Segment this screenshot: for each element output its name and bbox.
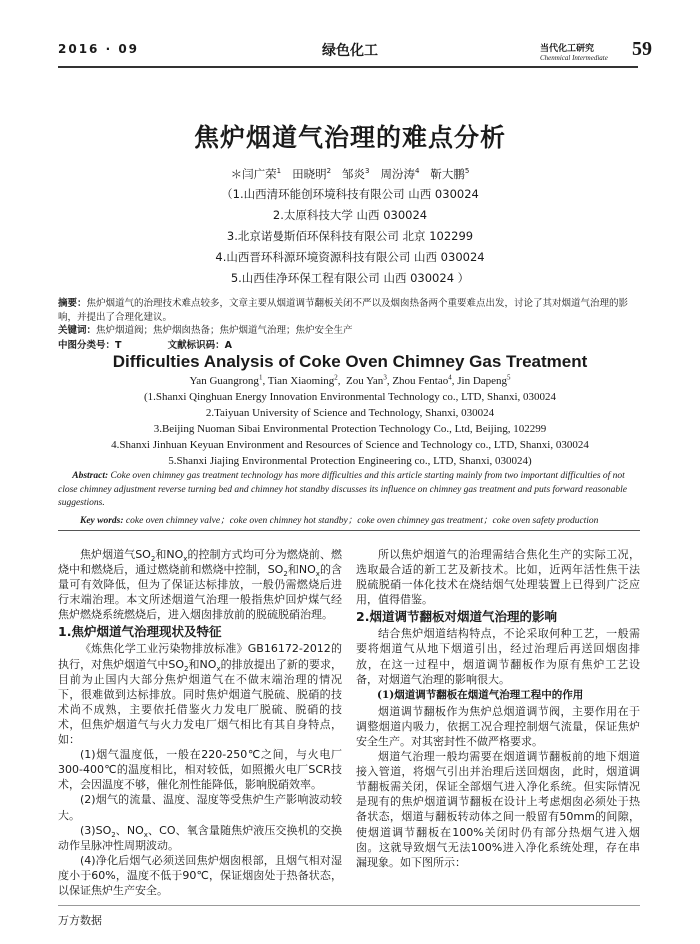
footer-divider xyxy=(58,905,640,906)
clc-value: T xyxy=(115,340,122,351)
section-divider xyxy=(58,530,640,531)
list-item: $(3)SO_2$、$NO_x$、CO、氧含量随焦炉液压交换机的交换动作呈脉冲性周期波动。 xyxy=(58,823,342,852)
section-heading-2: 2.烟道调节翻板对烟道气治理的影响 xyxy=(356,609,557,625)
affiliation-en: 4.Shanxi Jinhuan Keyuan Environment and Resources of Science and Technology co., LTD, Shanxi, 030024 xyxy=(111,439,589,451)
body-paragraph: 所以焦炉烟道气的治理需结合焦化生产的实际工况，选取最合适的新工艺及新技术。比如，近两年活性焦干法脱硫脱硝一体化技术在烧结烟气处理装置上已得到广泛应用，值得借鉴。 xyxy=(356,548,640,607)
page-number: 59 xyxy=(632,38,652,60)
author-sup: 4 xyxy=(414,167,420,176)
author-list-cn xyxy=(0,166,700,182)
article-title-cn: 焦炉烟道气治理的难点分析 xyxy=(193,123,506,152)
author-name: 周汾涛 xyxy=(380,167,415,181)
author-sup: 4 xyxy=(448,373,452,382)
affiliation-cn: 3.北京诺曼斯佰环保科技有限公司 北京 102299 xyxy=(226,229,474,243)
author-name-en: Jin Dapeng xyxy=(457,375,508,387)
affiliation-en: 3.Beijing Nuoman Sibai Environmental Protection Technology Co., Ltd, Beijing, 102299 xyxy=(153,423,547,435)
list-item: (4)净化后烟气必须送回焦炉烟囱根部，且烟气相对湿度小于60%，温度不低于90℃，保证烟囱处于热备状态，以保证焦炉生产安全。 xyxy=(58,853,342,897)
abstract-en: Abstract: Coke oven chimney gas treatment technology has more difficulties and this article starting mainly from two important difficulties of not close chimney adjustment reverse turning bed and chimney hot standby discusses its influence on chimney gas treatment and puts forward reasonable suggestions. xyxy=(58,471,628,508)
author-sup: 3 xyxy=(365,167,370,176)
author-list-en: Yan Guangrong$^1$, Tian Xiaoming$^2$, Zou Yan$^3$, Zhou Fentao$^4$, Jin Dapeng$^5$ xyxy=(189,373,511,387)
author-sup: 5 xyxy=(464,167,470,176)
affiliation-en: (1.Shanxi Qinghuan Energy Innovation Environmental Technology co., LTD, Shanxi, 030024 xyxy=(143,391,557,403)
body-paragraph: 《炼焦化学工业污染物排放标准》GB16172-2012的执行，对焦炉烟道气中$SO_2$和$NO_x$的排放提出了新的要求，目前为止国内大部分焦炉烟道气在不做末端治理的情况下，很难做到达标排放。同时焦炉烟道气脱硫、脱硝的技术尚不成熟，主要依托借鉴火力发电厂脱硫、脱硝的技术，但焦炉烟道气与火力发电厂烟气相比有其自身特点，如： xyxy=(58,642,343,747)
abstract-cn xyxy=(58,297,640,324)
body-left-column xyxy=(58,547,342,898)
intro-paragraph: 焦炉烟道气$SO_2$和$NO_x$的控制方式均可分为燃烧前、燃烧中和燃烧后，通过燃烧前和燃烧中控制，$SO_2$和$NO_x$的含量可有效降低，但为了保证达标排放，一般仍需燃烧后进行末端治理。本文所述烟道气治理一般指焦炉回炉煤气经焦炉燃烧系统燃烧后，进入烟囱排放前的脱硫脱硝治理。 xyxy=(58,548,343,622)
body-paragraph: 烟道气治理一般均需要在烟道调节翻板前的地下烟道接入管道，将烟气引出并治理后送回烟囱，此时，烟道调节翻板需关闭，保证全部烟气进入净化系统。但实际情况是现有的焦炉烟道调节翻板在设计上考虑烟囱必须处于热备状态，烟道与翻板转动体之间一般留有50mm的间隙，使烟道调节翻板在100%关闭时仍有部分热烟气进入烟囱。这就导致烟气无法100%进入净化系统处理，存在串漏现象。如下图所示： xyxy=(356,750,640,869)
body-paragraph: 结合焦炉烟道结构特点，不论采取何种工艺，一般需要将烟道气从地下烟道引出，经过治理后再送回烟囱排放，在这一过程中，烟道调节翻板作为原有焦炉工艺设备，对烟道气治理的影响很大。 xyxy=(356,627,640,686)
journal-name-en: Chenmical Intermediate xyxy=(540,54,608,62)
affiliation-en: 2.Taiyuan University of Science and Technology, Shanxi, 030024 xyxy=(205,407,495,419)
abstract-en-label: Abstract xyxy=(72,471,105,481)
affiliation-en: 5.Shanxi Jiajing Environmental Protection Engineering co., LTD, Shanxi, 030024) xyxy=(168,455,532,467)
affiliation-cn: （1.山西清环能创环境科技有限公司 山西 030024 xyxy=(221,187,479,201)
author-sup: 1 xyxy=(258,373,263,382)
author-sup: 5 xyxy=(507,373,511,382)
author-name-en: Zou Yan xyxy=(346,375,384,387)
section-heading-1: 1.焦炉烟道气治理现状及特征 xyxy=(58,624,222,640)
affiliation-cn: 5.山西佳净环保工程有限公司 山西 030024 ） xyxy=(230,271,470,285)
author-name-en: Zhou Fentao xyxy=(392,375,449,387)
author-sup: 2 xyxy=(326,167,332,176)
author-name: 田晓明 xyxy=(292,167,327,181)
keywords-cn xyxy=(58,322,640,336)
body-right-column xyxy=(356,547,640,870)
affiliation-cn: 4.山西晋环科源环境资源科技有限公司 山西 030024 xyxy=(215,250,485,264)
abstract-label: 摘要： xyxy=(58,298,87,309)
author-name: 邹炎 xyxy=(342,167,366,181)
affiliation-cn: 2.太原科技大学 山西 030024 xyxy=(272,208,428,222)
journal-name-cn: 当代化工研究 xyxy=(540,44,595,54)
list-item: (2)烟气的流量、温度、湿度等受焦炉生产影响波动较大。 xyxy=(58,793,342,822)
author-sup: 3 xyxy=(383,373,387,382)
keywords-en-text: coke oven chimney valve；coke oven chimney hot standby；coke oven chimney gas treatment；coke oven safety production xyxy=(125,516,599,526)
author-name-en: Yan Guangrong xyxy=(189,375,259,387)
footer-source: 万方数据 xyxy=(58,914,102,927)
article-title-en: Difficulties Analysis of Coke Oven Chimney Gas Treatment xyxy=(112,352,588,371)
subsection-heading: (1)烟道调节翻板在烟道气治理工程中的作用 xyxy=(377,688,584,701)
author-name: 闫广荣 xyxy=(242,167,277,181)
abstract-text: 焦炉烟道气的治理技术难点较多，文章主要从烟道调节翻板关闭不严以及烟囱热备两个重要难点出发，讨论了其对烟道气治理的影响，并提出了合理化建议。 xyxy=(58,298,629,323)
issue-date: 2016 · 09 xyxy=(58,42,140,56)
author-name: 靳大鹏 xyxy=(430,167,465,181)
keywords-label: 关键词： xyxy=(58,325,97,336)
author-name-en: Tian Xiaoming xyxy=(267,375,335,387)
author-sup: 1 xyxy=(276,167,282,176)
doc-code-value: A xyxy=(224,340,232,351)
body-paragraph: 烟道调节翻板作为焦炉总烟道调节阀，主要作用在于调整烟道内吸力，依据工况合理控制烟气流量，保证焦炉安全生产。对其密封性不做严格要求。 xyxy=(356,704,640,748)
author-sup: 2 xyxy=(334,373,338,382)
keywords-en-label: Key words xyxy=(80,516,121,526)
classification-cn xyxy=(58,337,640,351)
abstract-en-text: Coke oven chimney gas treatment technology has more difficulties and this article starting mainly from two important difficulties of not close chimney adjustment reverse turning bed and chimney hot standby discusses its influence on chimney gas treatment and puts forward reasonable suggestions. xyxy=(58,471,628,508)
keywords-text: 焦炉烟道阀；焦炉烟囱热备；焦炉烟道气治理；焦炉安全生产 xyxy=(96,325,353,336)
list-item: (1)烟气温度低，一般在220-250℃之间，与火电厂300-400℃的温度相比，相对较低，如照搬火电厂SCR技术，会因温度不够，催化剂性能降低，影响脱硝效率。 xyxy=(58,748,342,792)
doc-code-label: 文献标识码： xyxy=(167,340,225,351)
header-divider xyxy=(58,66,638,68)
author-marker: ＊ xyxy=(230,167,243,181)
keywords-en: Key words: coke oven chimney valve；coke oven chimney hot standby；coke oven chimney gas treatment；coke oven safety production xyxy=(80,516,599,526)
clc-label: 中图分类号： xyxy=(58,340,116,351)
section-name: 绿色化工 xyxy=(322,43,378,59)
